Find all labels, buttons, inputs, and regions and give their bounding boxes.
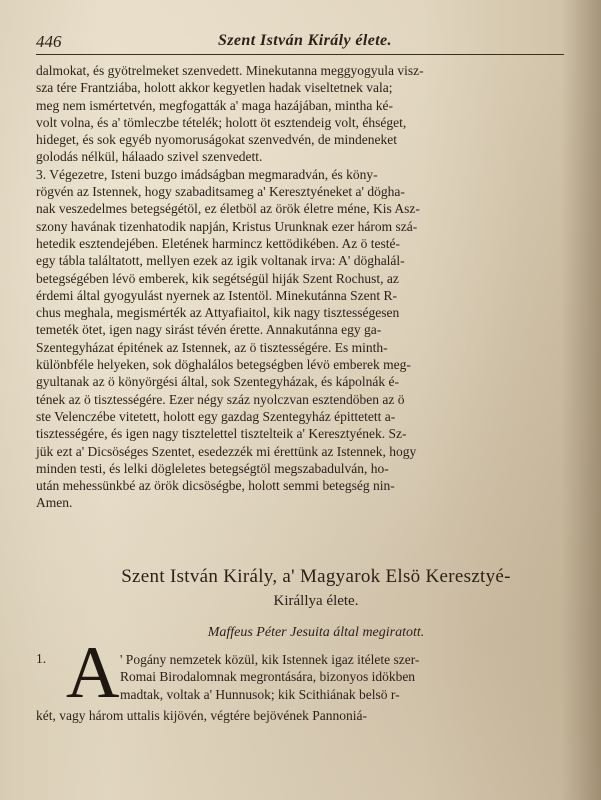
text-line: Romai Birodalomnak megrontására, bizonyos idökben (120, 669, 416, 685)
text-line: madtak, voltak a' Hunnusok; kik Scithiának belsö r- (120, 686, 400, 702)
section-title: Szent István Király, a' Magyarok Elsö Keresztyé- (121, 566, 511, 587)
text-line: különbféle helyeken, sok döghalálos betegségben lévö emberek meg- (36, 357, 411, 373)
text-line: rögvén az Istennek, hogy szabaditsameg a' Keresztyéneket a' dögha- (36, 184, 405, 200)
text-line: betegségében lévö emberek, kik segétségül hiják Szent Rochust, az (36, 270, 399, 286)
paragraph-indented-text (120, 651, 419, 703)
text-line: tének az ö tisztességére. Ezer négy száz nyolczvan esztendöben az ö (36, 391, 405, 407)
text-line: volt volna, és a' tömleczbe tételék; holott öt esztendeig volt, éhséget, (36, 114, 407, 130)
text-line: temeték ötet, igen nagy sirást tévén érette. Annakutánna egy ga- (36, 322, 382, 338)
text-line: 3. Végezetre, Isteni buzgo imádságban megmaradván, és köny- (36, 166, 378, 182)
text-line: Amen. (36, 495, 73, 511)
section-subtitle: Királlya élete. (273, 593, 359, 609)
text-line: ' Pogány nemzetek közül, kik Istennek igaz itélete szer- (120, 652, 420, 667)
running-title: Szent István Király élete. (218, 32, 392, 49)
text-line: gyultanak az ö könyörgési által, sok Szentegyházak, és kápolnák é- (36, 374, 400, 390)
paragraph-number: 1. (36, 651, 47, 666)
text-line: egy tábla találtatott, mellyen ezek az igik voltanak irva: A' döghalál- (36, 253, 405, 269)
text-line: hetedik esztendejében. Eletének harmincz kettödikében. Az ö testé- (36, 235, 400, 251)
text-line: dalmokat, és gyötrelmeket szenvedett. Minekutanna meggyogyula visz- (36, 63, 424, 78)
text-line: érdemi által gyogyulást nyernek az Istentöl. Minekutánna Szent R- (36, 287, 398, 303)
section-author-line: Maffeus Péter Jesuita által megiratott. (207, 625, 425, 640)
text-line: meg nem ismértetvén, megfogatták a' maga hazájában, mintha ké- (36, 97, 394, 113)
page-header (36, 30, 576, 56)
header-rule (36, 54, 564, 55)
text-line: után mehessünkbé az örök dicsöségbe, holott semmi betegség nin- (36, 478, 395, 494)
text-line: hideget, és sok egyéb nyomoruságokat szenvedvén, de mindeneket (36, 132, 398, 148)
drop-cap-letter: A (66, 632, 120, 714)
text-line: sza tére Frantziába, holott akkor kegyetlen hadak viseltetnek vala; (36, 80, 393, 96)
text-line: tisztességére, és igen nagy tisztelettel tisztelteik a' Keresztyének. Sz- (36, 426, 407, 442)
text-line: minden testi, és lelki dögleletes betegségtöl megszabadulván, ho- (36, 460, 389, 476)
text-line: ste Velenczébe vitetett, holott egy gazdag Szentegyház épittetett a- (36, 408, 396, 424)
text-line: két, vagy három uttalis kijövén, végtére bejövének Pannoniá- (36, 708, 368, 723)
text-line: Szentegyházat épitének az Istennek, az ö tisztességére. Es minth- (36, 339, 388, 355)
text-line: chus meghala, megismérték az Attyafiaitol, kik nagy tisztességesen (36, 305, 400, 321)
body-text (36, 62, 601, 512)
text-line: nak veszedelmes betegségétöl, ez életböl az örök életre méne, Kis Asz- (36, 201, 420, 217)
paragraph-full-text (36, 707, 367, 724)
text-line: szony havának tizenhatodik napján, Kristus Urunknak ezer három szá- (36, 218, 418, 234)
page-number: 446 (36, 32, 62, 51)
text-line: jük ezt a' Dicsöséges Szentet, esedezzék mi érettünk az Istennek, hogy (36, 443, 417, 459)
text-line: golodás nélkül, hálaado szivel szenvedett. (36, 149, 263, 165)
